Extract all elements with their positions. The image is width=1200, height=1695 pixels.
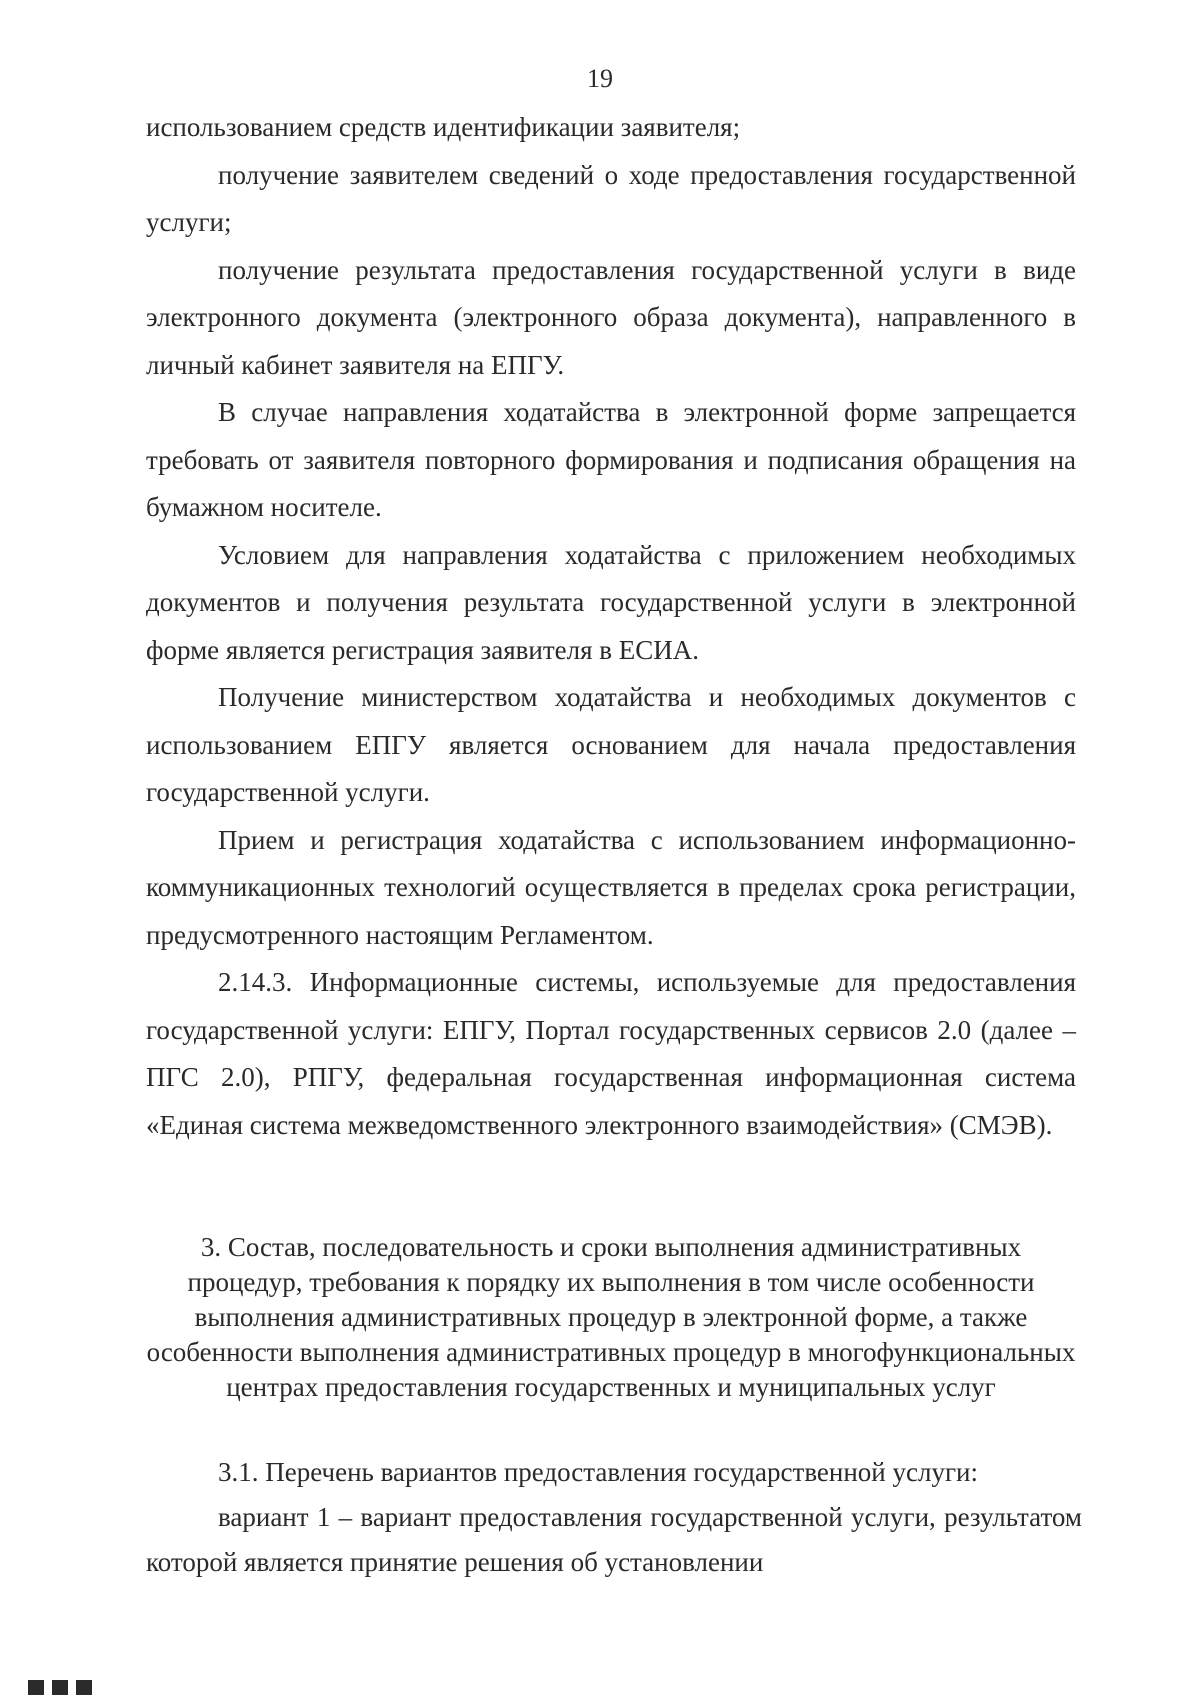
scan-edge-mark xyxy=(28,1680,108,1695)
paragraph-status-info: получение заявителем сведений о ходе предоставления государственной услуги; xyxy=(146,159,1076,237)
paragraph-variants-list: 3.1. Перечень вариантов предоставления государственной услуги: xyxy=(218,1457,978,1487)
paragraph-epgu-basis: Получение министерством ходатайства и необходимых документов с использованием ЕПГУ является основанием для начала предоставления государственной услуги. xyxy=(146,682,1076,807)
page-number: 19 xyxy=(587,64,613,93)
section-heading: 3. Состав, последовательность и сроки выполнения административных процедур, требования к порядку их выполнения в том числе особенности выполнения административных процедур в электронной форме, а также особенности выполнения административных процедур в многофункциональных центрах предоставления государственных и муниципальных услуг xyxy=(146,1232,1076,1402)
paragraph-result-electronic: получение результата предоставления государственной услуги в виде электронного документа (электронного образа документа), направленного в личный кабинет заявителя на ЕПГУ. xyxy=(146,254,1076,380)
body-text xyxy=(146,104,1076,1149)
paragraph-no-paper-request: В случае направления ходатайства в электронной форме запрещается требовать от заявителя повторного формирования и подписания обращения на бумажном носителе. xyxy=(146,397,1076,522)
paragraph-esia-condition: Условием для направления ходатайства с приложением необходимых документов и получения результата государственной услуги в электронной форме является регистрация заявителя в ЕСИА. xyxy=(146,539,1076,665)
paragraph-variant-1: вариант 1 – вариант предоставления государственной услуги, результатом которой является принятие решения об установлении xyxy=(146,1502,1082,1577)
paragraph-information-systems: 2.14.3. Информационные системы, используемые для предоставления государственной услуги: ЕПГУ, Портал государственных сервисов 2.0 (далее – ПГС 2.0), РПГУ, федеральная государственная информационная система «Единая система межведомственного электронного взаимодействия» (СМЭВ). xyxy=(146,967,1076,1140)
section-3-text xyxy=(146,1450,1082,1585)
paragraph-ict-registration: Прием и регистрация ходатайства с использованием информационно-коммуникационных технологий осуществляется в пределах срока регистрации, предусмотренного настоящим Регламентом. xyxy=(146,824,1076,950)
paragraph-identification: использованием средств идентификации заявителя; xyxy=(146,112,741,142)
